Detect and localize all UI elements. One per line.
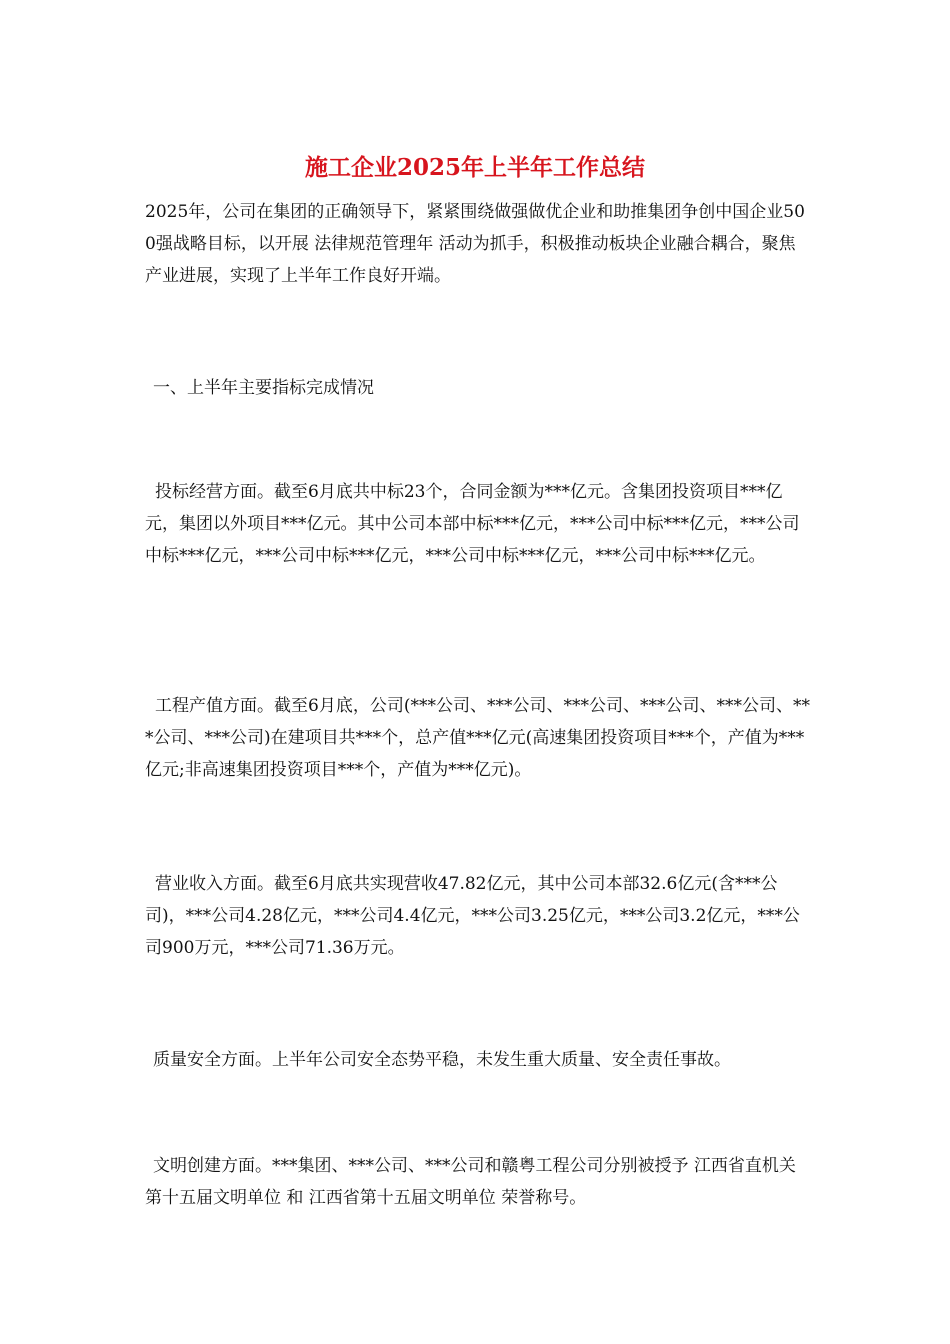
paragraph-bidding: 投标经营方面。截至6月底共中标23个，合同金额为***亿元。含集团投资项目***亿元，集团以外项目***亿元。其中公司本部中标***亿元，***公司中标***亿元，***公司中标***亿元，***公司中标***亿元，***公司中标***亿元，***公司中标***亿元。: [145, 482, 800, 566]
paragraph-civilization: 文明创建方面。***集团、***公司、***公司和赣粤工程公司分别被授予 江西省直机关第十五届文明单位 和 江西省第十五届文明单位 荣誉称号。: [145, 1156, 796, 1208]
paragraph-quality-safety: 质量安全方面。上半年公司安全态势平稳，未发生重大质量、安全责任事故。: [153, 1050, 731, 1070]
document-title: 施工企业2025年上半年工作总结: [304, 154, 645, 181]
paragraph-output-value: 工程产值方面。截至6月底，公司(***公司、***公司、***公司、***公司、***公司、***公司、***公司)在建项目共***个，总产值***亿元(高速集团投资项目***个，产值为***亿元;非高速集团投资项目***个，产值为***亿元)。: [145, 696, 810, 780]
section-heading: 一、上半年主要指标完成情况: [153, 378, 374, 398]
paragraph-revenue: 营业收入方面。截至6月底共实现营收47.82亿元，其中公司本部32.6亿元(含***公司)，***公司4.28亿元，***公司4.4亿元，***公司3.25亿元，***公司3.2亿元，***公司900万元，***公司71.36万元。: [145, 874, 800, 958]
intro-paragraph: 2025年，公司在集团的正确领导下，紧紧围绕做强做优企业和助推集团争创中国企业500强战略目标，以开展 法律规范管理年 活动为抓手，积极推动板块企业融合耦合，聚焦产业进展，实现了上半年工作良好开端。: [145, 202, 805, 286]
